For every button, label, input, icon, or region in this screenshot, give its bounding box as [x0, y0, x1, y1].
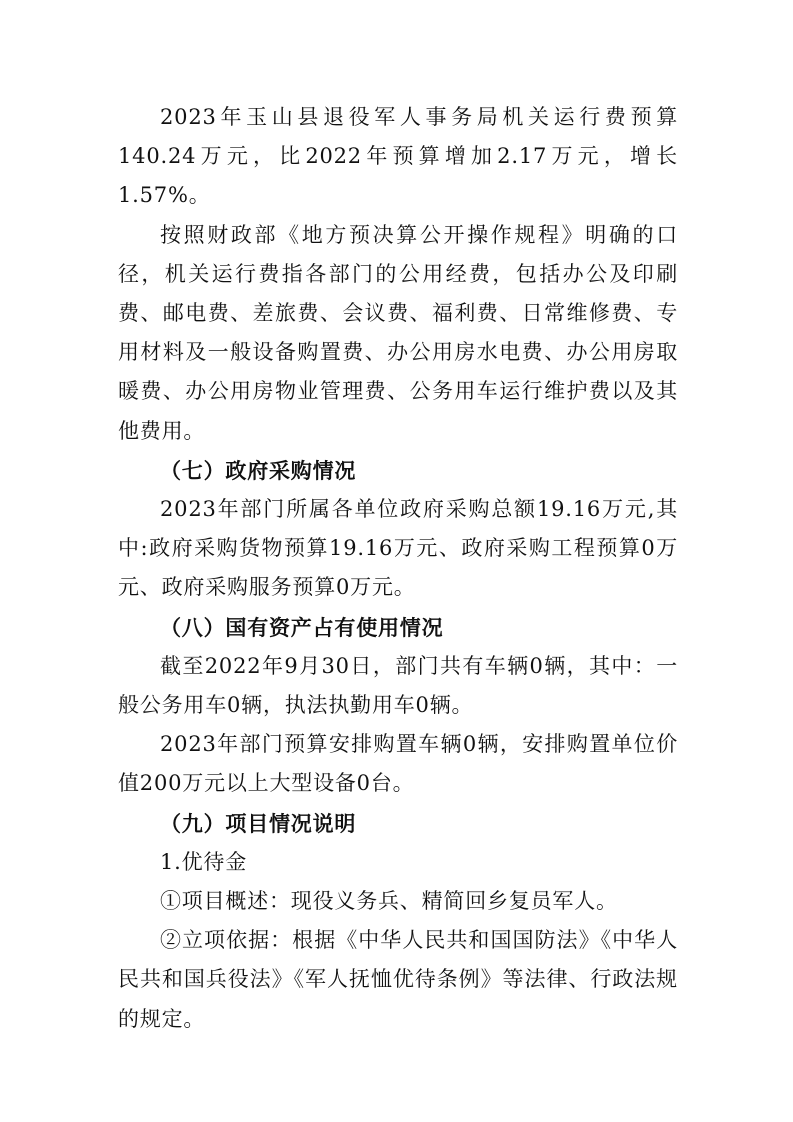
paragraph-operating-cost-definition: 按照财政部《地方预决算公开操作规程》明确的口径，机关运行费指各部门的公用经费，包括办公及印刷费、邮电费、差旅费、会议费、福利费、日常维修费、专用材料及一般设备购置费、办公用房水电费、办公用房取暖费、办公用房物业管理费、公务用车运行维护费以及其他费用。	[118, 222, 678, 443]
paragraph-procurement: 2023年部门所属各单位政府采购总额19.16万元,其中:政府采购货物预算19.16万元、政府采购工程预算0万元、政府采购服务预算0万元。	[118, 497, 678, 600]
paragraph-operating-cost-budget: 2023年玉山县退役军人事务局机关运行费预算140.24万元，比2022年预算增加2.17万元，增长1.57%。	[118, 105, 678, 208]
paragraph-vehicles: 截至2022年9月30日，部门共有车辆0辆，其中：一般公务用车0辆，执法执勤用车0辆。	[118, 653, 678, 718]
paragraph-vehicle-purchase-plan: 2023年部门预算安排购置车辆0辆，安排购置单位价值200万元以上大型设备0台。	[118, 732, 678, 796]
project-overview: ①项目概述：现役义务兵、精简回乡复员军人。	[160, 889, 618, 914]
section-heading-projects: （九）项目情况说明	[160, 810, 357, 836]
project-title: 1.优待金	[160, 849, 248, 874]
project-basis: ②立项依据：根据《中华人民共和国国防法》《中华人民共和国兵役法》《军人抚恤优待条例》等法律、行政法规的规定。	[118, 928, 678, 1031]
section-heading-state-assets: （八）国有资产占有使用情况	[160, 614, 444, 640]
document-body	[118, 98, 678, 1039]
section-heading-procurement: （七）政府采购情况	[160, 457, 357, 483]
